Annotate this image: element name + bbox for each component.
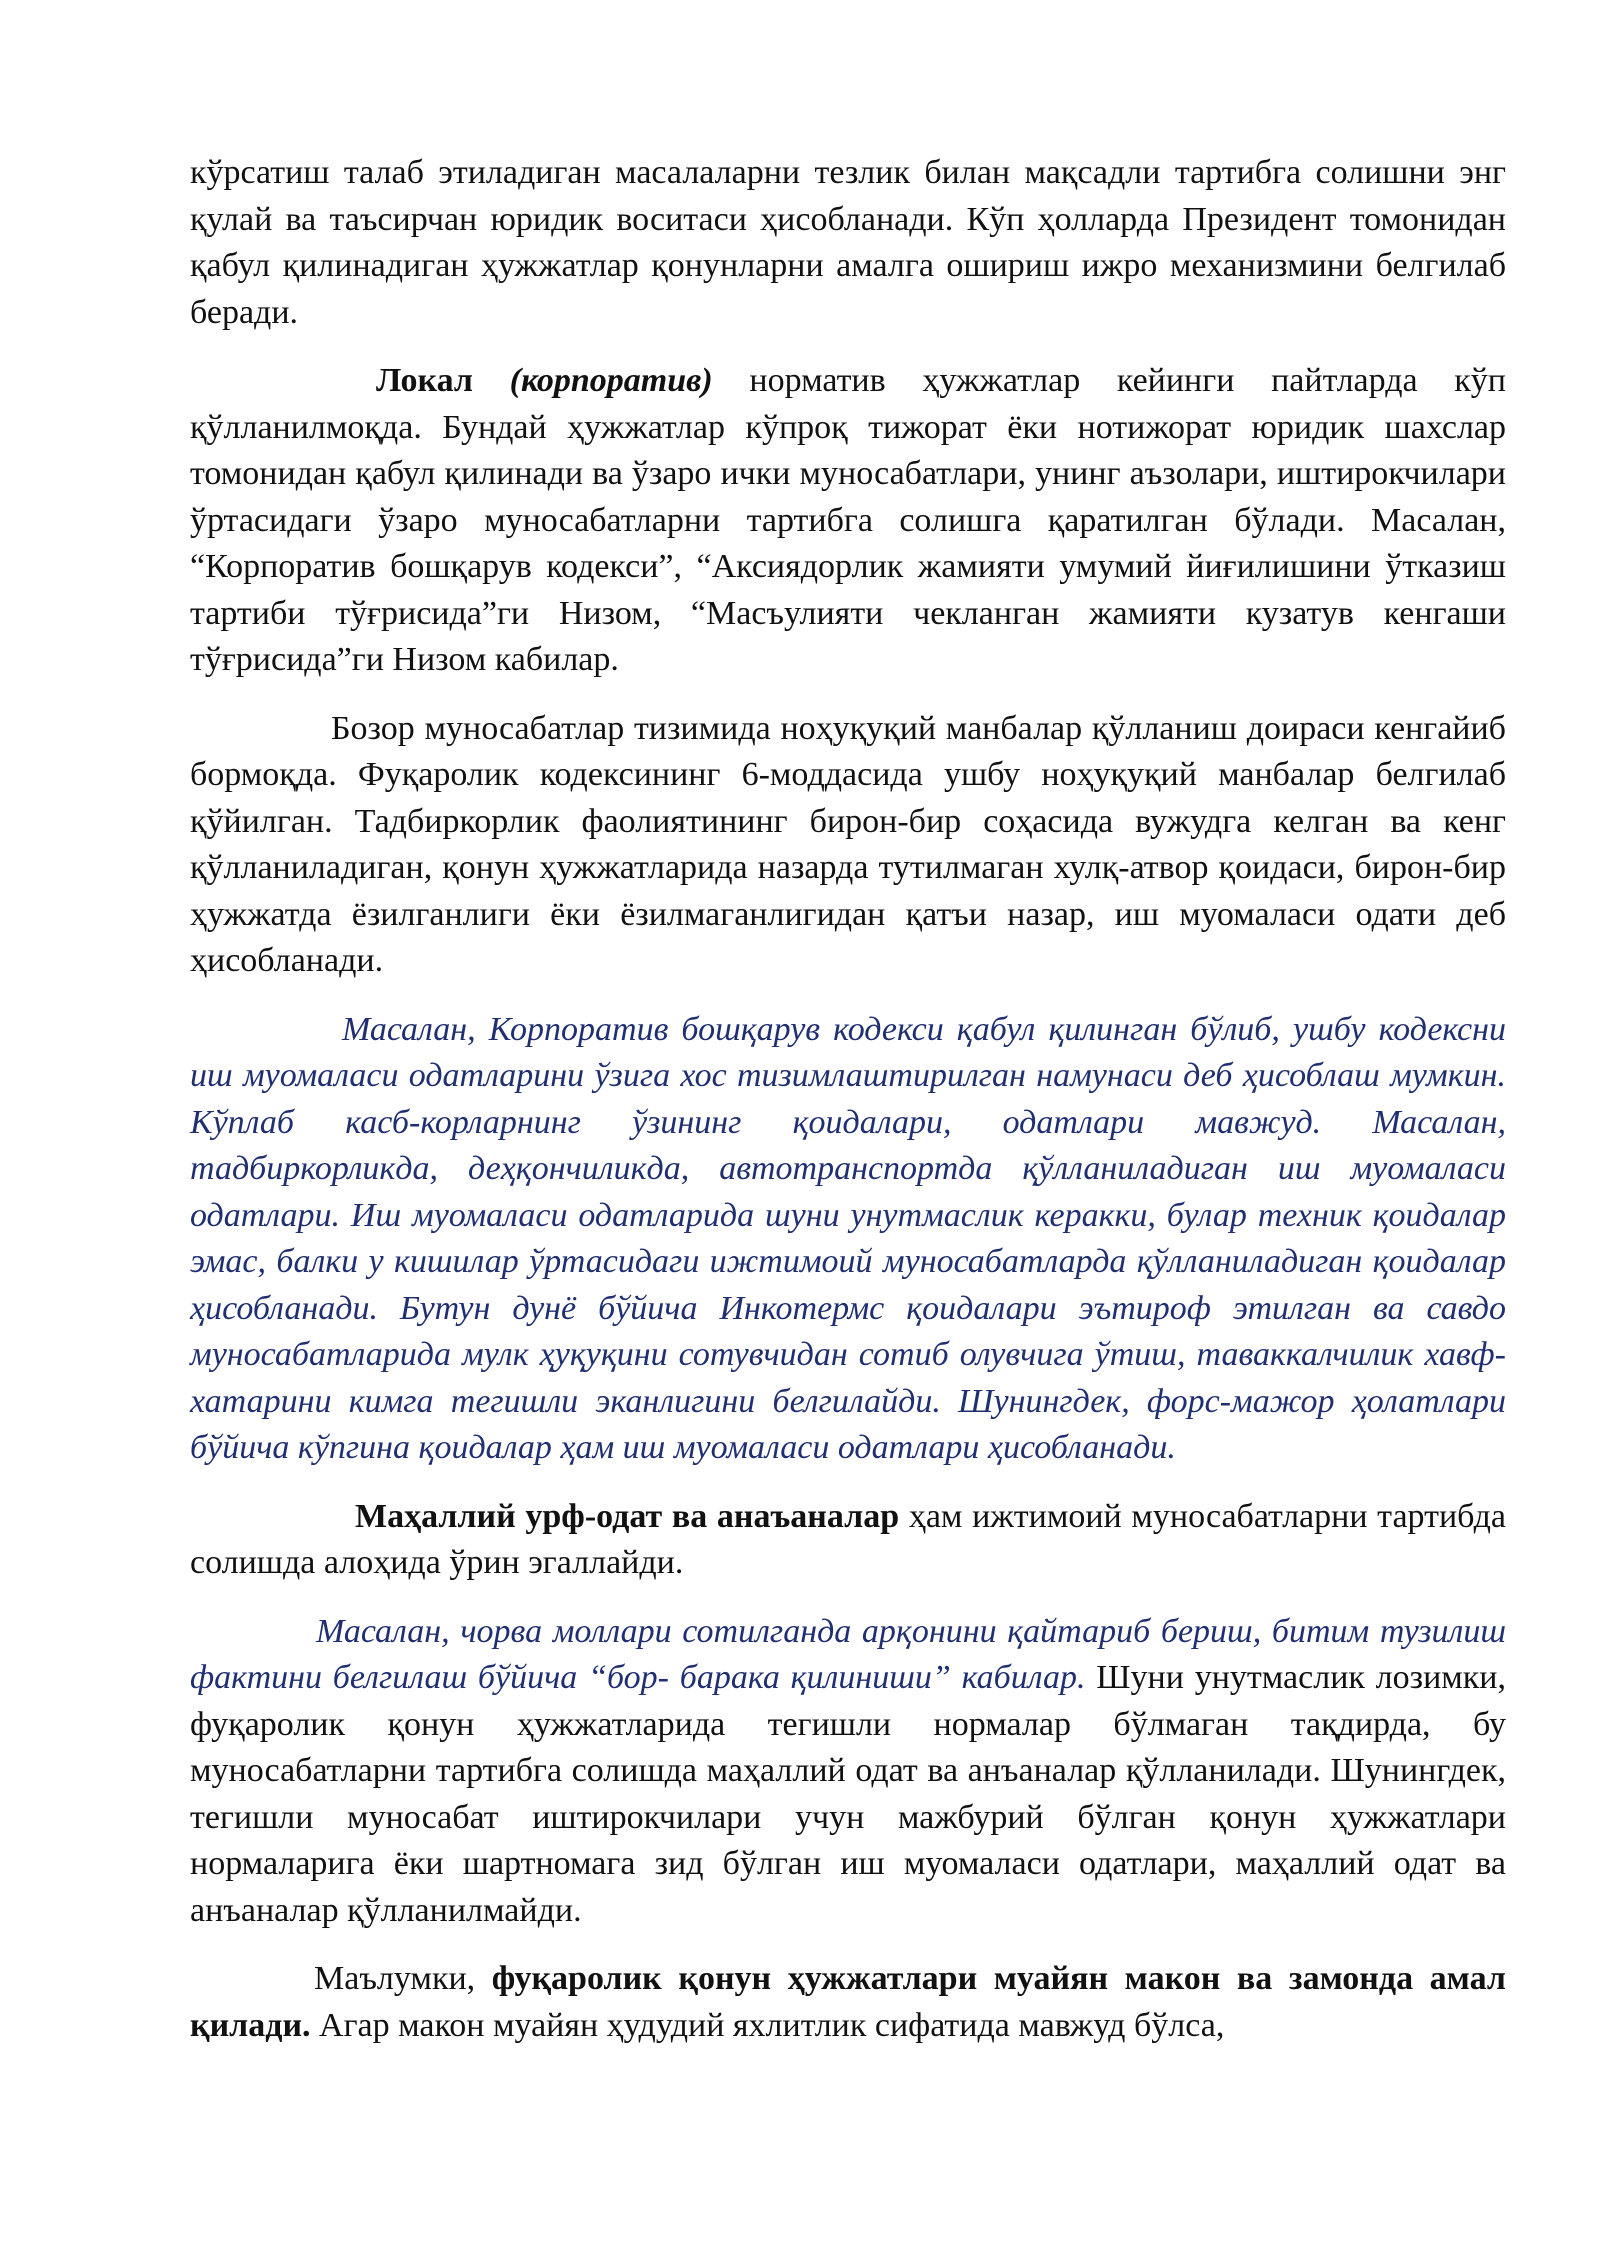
- paragraph-5-bold: Маҳаллий урф-одат ва анаъаналар: [355, 1497, 900, 1535]
- paragraph-3: [190, 706, 1506, 985]
- paragraph-7-bold: фуқаролик қонун ҳужжатлари муайян макон ва замонда амал қилади.: [190, 1960, 1506, 2044]
- paragraph-2-text: норматив ҳужжатлар кейинги пайтларда кўп қўлланилмоқда. Бундай ҳужжатлар кўпроқ тижорат ёки нотижорат юридик шахслар томонидан қабул қилинади ва ўзаро ички муносабатлари, унинг аъзолари, иштирокчилари ўртасидаги ўзаро муносабатларни тартибга солишга қаратилган бўлади. Масалан, “Корпоратив бошқарув кодекси”, “Аксиядорлик жамияти умумий йиғилишини ўтказиш тартиби тўғрисида”ги Низом, “Масъулияти чекланган жамияти кузатув кенгаши тўғрисида”ги Низом кабилар.: [190, 362, 1506, 678]
- paragraph-1-text: кўрсатиш талаб этиладиган масалаларни тезлик билан мақсадли тартибга солишни энг қулай ва таъсирчан юридик воситаси ҳисобланади. Кўп ҳолларда Президент томонидан қабул қилинадиган ҳужжатлар қонунларни амалга ошириш ижро механизмини белгилаб беради.: [190, 154, 1506, 331]
- paragraph-3-text: Бозор муносабатлар тизимида ноҳуқуқий манбалар қўлланиш доираси кенгайиб бормоқда. Фуқаролик кодексининг 6-моддасида ушбу ноҳуқуқий манбалар белгилаб қўйилган. Тадбиркорлик фаолиятининг бирон-бир соҳасида вужудга келган ва кенг қўлланиладиган, қонун ҳужжатларида назарда тутилмаган хулқ-атвор қоидаси, бирон-бир ҳужжатда ёзилганлиги ёки ёзилмаганлигидан қатъи назар, иш муомаласи одати деб ҳисобланади.: [190, 709, 1506, 979]
- paragraph-5-text: ҳам ижтимоий муносабатларни тартибда солишда алоҳида ўрин эгаллайди.: [190, 1497, 1506, 1581]
- paragraph-2-bold-italic: (корпоратив): [509, 362, 713, 399]
- paragraph-7-text-before: Маълумки,: [314, 1960, 492, 1997]
- paragraph-6: [190, 1609, 1506, 1935]
- paragraph-7-text: Агар макон муайян ҳудудий яхлитлик сифатида мавжуд бўлса,: [310, 2006, 1225, 2044]
- document-body: [190, 150, 1506, 2071]
- paragraph-6-text: Шуни унутмаслик лозимки, фуқаролик қонун ҳужжатларида тегишли нормалар бўлмаган тақдирда, бу муносабатларни тартибга солишда маҳаллий одат ва анъаналар қўлланилади. Шунингдек, тегишли муносабат иштирокчилари учун мажбурий бўлган қонун ҳужжатлари нормаларига ёки шартномага зид бўлган иш муомаласи одатлари, маҳаллий одат ва анъаналар қўлланилмайди.: [190, 1659, 1506, 1929]
- paragraph-1: [190, 150, 1506, 336]
- paragraph-6-italic: Масалан, чорва моллари сотилганда арқонини қайтариб бериш, битим тузилиш фактини белгилаш бўйича “бор- барака қилиниши” кабилар.: [190, 1612, 1506, 1696]
- paragraph-4-text: Масалан, Корпоратив бошқарув кодекси қабул қилинган бўлиб, ушбу кодексни иш муомаласи одатларини ўзига хос тизимлаштирилган намунаси деб ҳисоблаш мумкин. Кўплаб касб-корларнинг ўзининг қоидалари, одатлари мавжуд. Масалан, тадбиркорликда, деҳқончиликда, автотранспортда қўлланиладиган иш муомаласи одатлари. Иш муомаласи одатларида шуни унутмаслик керакки, булар техник қоидалар эмас, балки у кишилар ўртасидаги ижтимоий муносабатларда қўлланиладиган қоидалар ҳисобланади. Бутун дунё бўйича Инкотермс қоидалари эътироф этилган ва савдо муносабатларида мулк ҳуқуқини сотувчидан сотиб олувчига ўтиш, таваккалчилик хавф-хатарини кимга тегишли эканлигини белгилайди. Шунингдек, форс-мажор ҳолатлари бўйича кўпгина қоидалар ҳам иш муомаласи одатлари ҳисобланади.: [190, 1010, 1506, 1466]
- paragraph-2: [190, 358, 1506, 684]
- paragraph-5: [190, 1494, 1506, 1587]
- paragraph-4-italic: [190, 1007, 1506, 1472]
- paragraph-2-bold: Локал: [376, 362, 510, 399]
- paragraph-7: [190, 1956, 1506, 2049]
